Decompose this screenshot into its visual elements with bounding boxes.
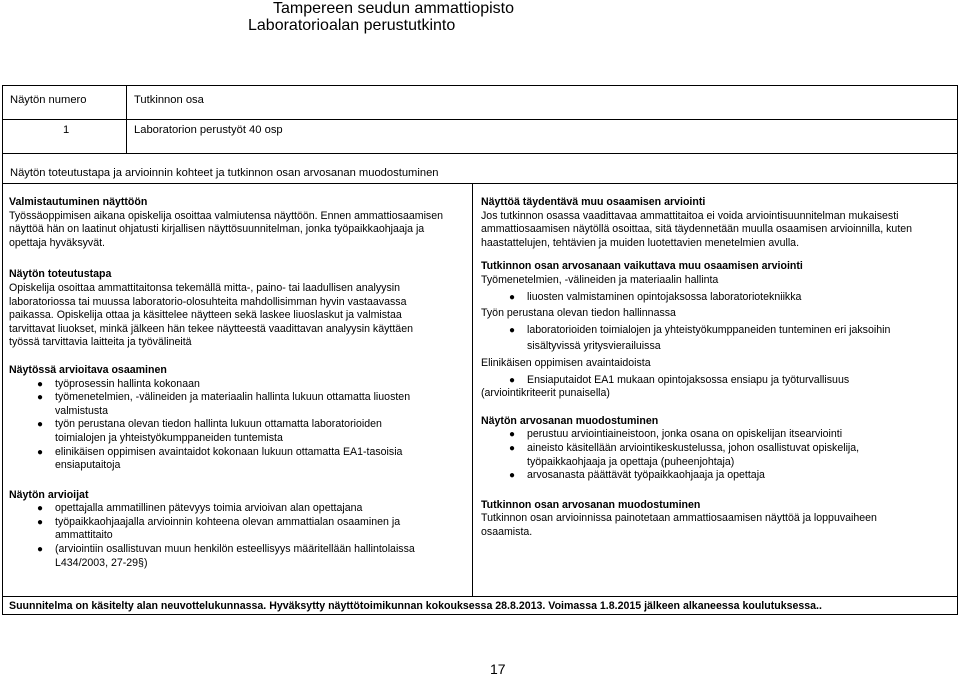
- list-item-text: työpaikkaohjaajalla arvioinnin kohteena olevan ammattialan osaaminen ja: [55, 515, 401, 528]
- toteutustapa-line: paikassa. Opiskelija ottaa ja käsittelee näytteen sekä laskee liuoslaskut ja valmistaa: [9, 309, 402, 322]
- bullet-icon: ●: [509, 374, 516, 386]
- bullet-icon: ●: [37, 419, 44, 431]
- header-tutkinnon-osa: Tutkinnon osa: [134, 94, 204, 106]
- list-item-text: ensiaputaitoja: [55, 459, 121, 472]
- bullet-icon: ●: [509, 324, 516, 336]
- bullet-icon: ●: [37, 378, 44, 390]
- list-item-text: Ensiaputaidot EA1 mukaan opintojaksossa ensiapu ja työturvallisuus: [527, 373, 850, 386]
- arvosana-title: Näytön arvosanan muodostuminen: [481, 414, 659, 427]
- row-divider: [3, 183, 957, 184]
- list-item: [9, 378, 469, 392]
- list-item-text: liuosten valmistaminen opintojaksossa laboratoriotekniikka: [527, 290, 802, 303]
- taydentava-line: Jos tutkinnon osassa vaadittavaa ammattitaitoa ei voida arviointisuunnitelman mukaisesti: [481, 209, 899, 222]
- arvioijat-title: Näytön arvioijat: [9, 488, 89, 501]
- vaikuttava-title: Tutkinnon osan arvosanaan vaikuttava muu osaamisen arviointi: [481, 260, 803, 273]
- osan-arvosana-line: Tutkinnon osan arvioinnissa painotetaan ammattiosaamisen näyttöä ja loppuvaiheen: [481, 512, 877, 525]
- list-item-text: perustuu arviointiaineistoon, jonka osana on opiskelijan itsearviointi: [527, 428, 843, 441]
- list-item: [9, 543, 469, 570]
- taydentava-line: haastattelujen, tehtävien ja muiden luotettavien menetelmien avulla.: [481, 236, 800, 249]
- list-item-text: työn perustana olevan tiedon hallinta lukuun ottamatta laboratorioiden: [55, 418, 382, 431]
- bullet-icon: ●: [37, 446, 44, 458]
- list-item-text: elinikäisen oppimisen avaintaidot kokonaan lukuun ottamatta EA1-tasoisia: [55, 445, 403, 458]
- valmistautuminen-line: näyttöä hän on laatinut ohjatusti kirjallisen näyttösuunnitelman, jonka työpaikkaohjaaja ja: [9, 223, 425, 236]
- list-item: [9, 391, 469, 418]
- list-item-text: työpaikkaohjaaja ja opettaja (puheenjohtaja): [527, 455, 735, 468]
- tutkinnon-osa-value: Laboratorion perustyöt 40 osp: [134, 124, 283, 136]
- header-nayton-numero: Näytön numero: [10, 94, 87, 106]
- list-item-text: (arviointiin osallistuvan muun henkilön esteellisyys määritellään hallintolaissa: [55, 543, 415, 556]
- toteutustapa-line: laboratoriossa tai muussa laboratorio-olosuhteita mahdollisimman hyvin vastaavassa: [9, 295, 407, 308]
- tyomenetelmien-label: Työmenetelmien, -välineiden ja materiaalin hallinta: [481, 273, 719, 286]
- bullet-icon: ●: [509, 291, 516, 303]
- toteutustapa-title: Näytön toteutustapa: [9, 268, 112, 281]
- valmistautuminen-line: Työssäoppimisen aikana opiskelija osoittaa valmiutensa näyttöön. Ennen ammattiosaamisen: [9, 209, 443, 222]
- list-item-text: toimialojen ja yhteistyökumppaneiden tuntemista: [55, 431, 283, 444]
- tyon-perustana-label: Työn perustana olevan tiedon hallinnassa: [481, 307, 676, 320]
- arvioitava-title: Näytössä arvioitava osaaminen: [9, 363, 167, 376]
- row-divider: [3, 596, 957, 597]
- list-item: [481, 442, 951, 469]
- toteutustapa-line: Opiskelija osoittaa ammattitaitonsa tekemällä mitta-, paino- tai laadullisen analyysin: [9, 281, 400, 294]
- bullet-icon: ●: [37, 392, 44, 404]
- list-item-text: arvosanasta päättävät työpaikkaohjaaja ja opettaja: [527, 469, 765, 482]
- list-item-text: laboratorioiden toimialojen ja yhteistyökumppaneiden tunteminen eri jaksoihin: [527, 323, 891, 336]
- degree-name: Laboratorioalan perustutkinto: [248, 17, 456, 34]
- list-item-text: L434/2003, 27-29§): [55, 556, 148, 569]
- nayton-numero-value: 1: [63, 124, 70, 136]
- bullet-icon: ●: [509, 429, 516, 441]
- list-item: [481, 374, 951, 388]
- row-divider: [3, 153, 957, 154]
- elinikainen-label: Elinikäisen oppimisen avaintaidoista: [481, 356, 651, 369]
- list-item: [9, 446, 469, 473]
- taydentava-title: Näyttöä täydentävä muu osaamisen arviointi: [481, 196, 706, 208]
- list-item-text: aineisto käsitellään arviointikeskustelussa, johon osallistuvat opiskelija,: [527, 441, 860, 454]
- list-item-text: työprosessin hallinta kokonaan: [55, 377, 200, 390]
- toteutustapa-line: tarvittavat liuokset, minkä jälkeen hän tekee näytteestä vaadittavan analyysin käyttäen: [9, 322, 413, 335]
- bullet-icon: ●: [509, 470, 516, 482]
- left-column: [9, 196, 469, 580]
- valmistautuminen-title: Valmistautuminen näyttöön: [9, 196, 148, 208]
- right-column: [481, 196, 951, 549]
- row-divider: [3, 119, 957, 120]
- footer-note: Suunnitelma on käsitelty alan neuvottelukunnassa. Hyväksytty näyttötoimikunnan kokouksessa 28.8.2013. Voimassa 1.8.2015 jälkeen alkaneessa koulutuksessa..: [9, 600, 822, 612]
- osan-arvosana-line: osaamista.: [481, 525, 533, 538]
- osan-arvosana-title: Tutkinnon osan arvosanan muodostuminen: [481, 498, 701, 511]
- list-item-text: sisältyvissä yritysvierailuissa: [527, 340, 661, 353]
- bullet-icon: ●: [37, 516, 44, 528]
- list-item: [9, 516, 469, 543]
- list-item: [481, 324, 951, 354]
- valmistautuminen-line: opettaja hyväksyvät.: [9, 236, 105, 249]
- list-item-text: valmistusta: [55, 404, 108, 417]
- list-item: [9, 418, 469, 445]
- list-item: [481, 469, 951, 483]
- bullet-icon: ●: [37, 544, 44, 556]
- list-item: [481, 428, 951, 442]
- arviointikriteerit-note: (arviointikriteerit punaisella): [481, 387, 610, 400]
- page-number: 17: [490, 661, 506, 677]
- column-divider: [472, 183, 473, 596]
- section-title: Näytön toteutustapa ja arvioinnin kohteet ja tutkinnon osan arvosanan muodostuminen: [10, 167, 439, 179]
- column-divider: [126, 86, 127, 153]
- bullet-icon: ●: [37, 503, 44, 515]
- list-item-text: työmenetelmien, -välineiden ja materiaalin hallinta lukuun ottamatta liuosten: [55, 391, 411, 404]
- list-item-text: opettajalla ammatillinen pätevyys toimia arvioivan alan opettajana: [55, 502, 363, 515]
- list-item: [481, 291, 951, 305]
- list-item-text: ammattitaito: [55, 529, 113, 542]
- institution-name: Tampereen seudun ammattiopisto: [273, 0, 515, 17]
- taydentava-line: ammattiosaamisen näytöllä osoittaa, sitä täydennetään muulla osaamisen arvioinnilla, kuten: [481, 223, 913, 236]
- toteutustapa-line: työssä tarvittavia laitteita ja työvälineitä: [9, 336, 192, 349]
- bullet-icon: ●: [509, 442, 516, 454]
- list-item: [9, 502, 469, 516]
